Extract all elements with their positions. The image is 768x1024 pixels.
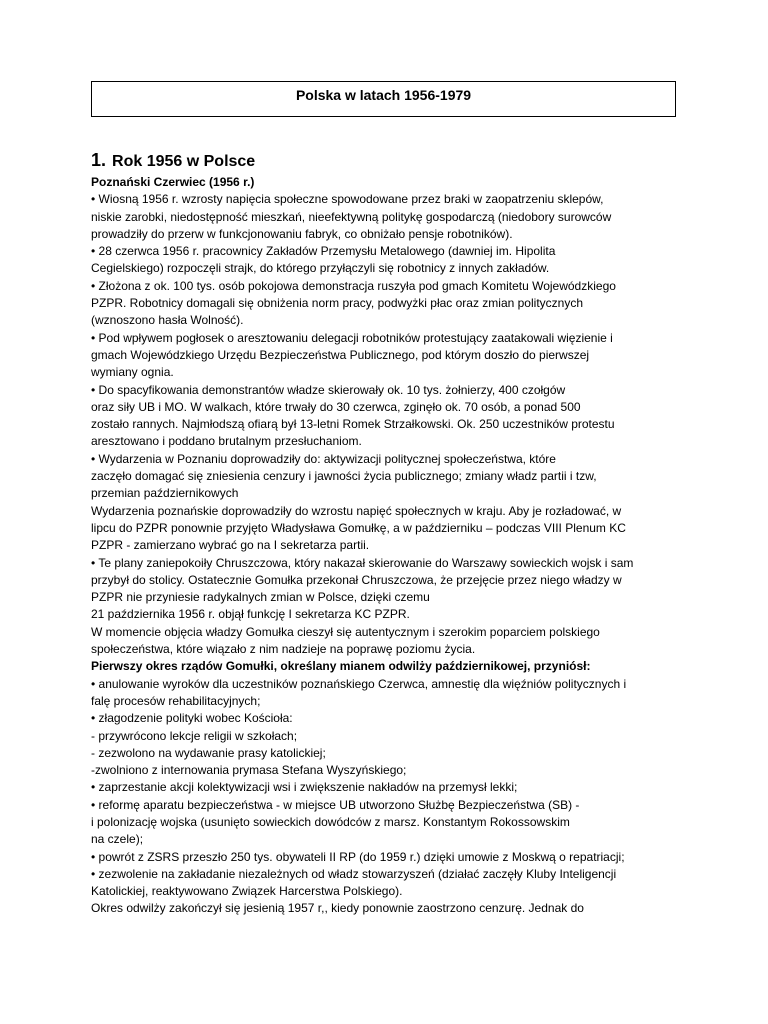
- text-line: na czele);: [91, 832, 144, 847]
- text-line: 21 października 1956 r. objął funkcję I sekretarza KC PZPR.: [91, 607, 410, 622]
- section-heading-text: Rok 1956 w Polsce: [112, 153, 256, 170]
- text-line: Poznański Czerwiec (1956 r.): [91, 175, 255, 189]
- text-line: przybył do stolicy. Ostatecznie Gomułka przekonał Chruszczowa, że przejęcie przez niego władzy w: [91, 572, 622, 587]
- text-line: falę procesów rehabilitacyjnych;: [91, 693, 261, 708]
- text-line: przemian październikowych: [91, 486, 239, 501]
- text-line: aresztowano i poddano brutalnym przesłuchaniom.: [91, 434, 362, 449]
- text-line: PZPR. Robotnicy domagali się obniżenia norm pracy, podwyżki płac oraz zmian politycznych: [91, 296, 583, 311]
- text-line: • Złożona z ok. 100 tys. osób pokojowa demonstracja ruszyła pod gmach Komitetu Wojewódzkiego: [91, 278, 616, 293]
- text-line: • zezwolenie na zakładanie niezależnych od władz stowarzyszeń (działać zaczęły Kluby Inteligencji: [91, 866, 617, 881]
- section-heading: [91, 150, 255, 172]
- text-line: • 28 czerwca 1956 r. pracownicy Zakładów Przemysłu Metalowego (dawniej im. Hipolita: [91, 244, 556, 259]
- text-line: • reformę aparatu bezpieczeństwa - w miejsce UB utworzono Służbę Bezpieczeństwa (SB) -: [91, 797, 580, 812]
- text-line: społeczeństwa, które wiązało z nim nadzieje na poprawę poziomu życia.: [91, 642, 476, 657]
- text-line: gmach Wojewódzkiego Urzędu Bezpieczeństwa Publicznego, pod którym doszło do pierwszej: [91, 347, 590, 362]
- body-text: [91, 174, 691, 918]
- text-line: • Do spacyfikowania demonstrantów władze skierowały ok. 10 tys. żołnierzy, 400 czołgów: [91, 382, 566, 397]
- text-line: • złagodzenie polityki wobec Kościoła:: [91, 711, 293, 726]
- text-line: • Te plany zaniepokoiły Chruszczowa, który nakazał skierowanie do Warszawy sowieckich wojsk i sam: [91, 555, 634, 570]
- text-line: • Wiosną 1956 r. wzrosty napięcia społeczne spowodowane przez braki w zaopatrzeniu sklepów,: [91, 192, 604, 207]
- text-line: niskie zarobki, niedostępność mieszkań, nieefektywną politykę gospodarczą (niedobory surowców: [91, 209, 612, 224]
- text-line: Katolickiej, reaktywowano Związek Harcerstwa Polskiego).: [91, 884, 403, 899]
- text-line: Cegielskiego) rozpoczęli strajk, do którego przyłączyli się robotnicy z innych zakładów.: [91, 261, 550, 276]
- text-line: oraz siły UB i MO. W walkach, które trwały do 30 czerwca, zginęło ok. 70 osób, a ponad 500: [91, 399, 581, 414]
- text-line: Okres odwilży zakończył się jesienią 1957 r,, kiedy ponownie zaostrzono cenzurę. Jednak do: [91, 901, 584, 916]
- text-line: lipcu do PZPR ponownie przyjęto Władysława Gomułkę, a w październiku – podczas VIII Plenum KC: [91, 520, 626, 535]
- text-line: - przywrócono lekcje religii w szkołach;: [91, 728, 298, 743]
- text-line: W momencie objęcia władzy Gomułka cieszył się autentycznym i szerokim poparciem polskiego: [91, 624, 600, 639]
- text-line: • powrót z ZSRS przeszło 250 tys. obywateli II RP (do 1959 r.) dzięki umowie z Moskwą o repatriacji;: [91, 849, 625, 864]
- section-number: 1.: [91, 150, 107, 170]
- text-line: PZPR - zamierzano wybrać go na I sekretarza partii.: [91, 538, 370, 553]
- text-line: Wydarzenia poznańskie doprowadziły do wzrostu napięć społecznych w kraju. Aby je rozładować, w: [91, 503, 622, 518]
- text-line: (wznoszono hasła Wolność).: [91, 313, 244, 328]
- text-line: - zezwolono na wydawanie prasy katolickiej;: [91, 745, 326, 760]
- text-line: • zaprzestanie akcji kolektywizacji wsi i zwiększenie nakładów na przemysł lekki;: [91, 780, 518, 795]
- text-line: • Pod wpływem pogłosek o aresztowaniu delegacji robotników protestujący zaatakowali więzienie i: [91, 330, 613, 345]
- text-line: PZPR nie przyniesie radykalnych zmian w Polsce, dzięki czemu: [91, 590, 430, 605]
- text-line: i polonizację wojska (usunięto sowieckich dowódców z marsz. Konstantym Rokossowskim: [91, 814, 570, 829]
- text-line: Pierwszy okres rządów Gomułki, określany mianem odwilży październikowej, przyniósł:: [91, 659, 591, 674]
- text-line: zostało rannych. Najmłodszą ofiarą był 13-letni Romek Strzałkowski. Ok. 250 uczestników protestu: [91, 417, 615, 432]
- document-title: Polska w latach 1956-1979: [91, 81, 676, 117]
- text-line: prowadziły do przerw w funkcjonowaniu fabryk, co obniżało pensje robotników).: [91, 226, 513, 241]
- text-line: wymiany ognia.: [91, 365, 174, 380]
- text-line: zaczęło domagać się zniesienia cenzury i jawności życia publicznego; zmiany władz partii i tzw,: [91, 469, 597, 484]
- text-line: • anulowanie wyroków dla uczestników poznańskiego Czerwca, amnestię dla więźniów politycznych i: [91, 676, 627, 691]
- text-line: • Wydarzenia w Poznaniu doprowadziły do: aktywizacji politycznej społeczeństwa, które: [91, 451, 556, 466]
- text-line: -zwolniono z internowania prymasa Stefana Wyszyńskiego;: [91, 763, 407, 778]
